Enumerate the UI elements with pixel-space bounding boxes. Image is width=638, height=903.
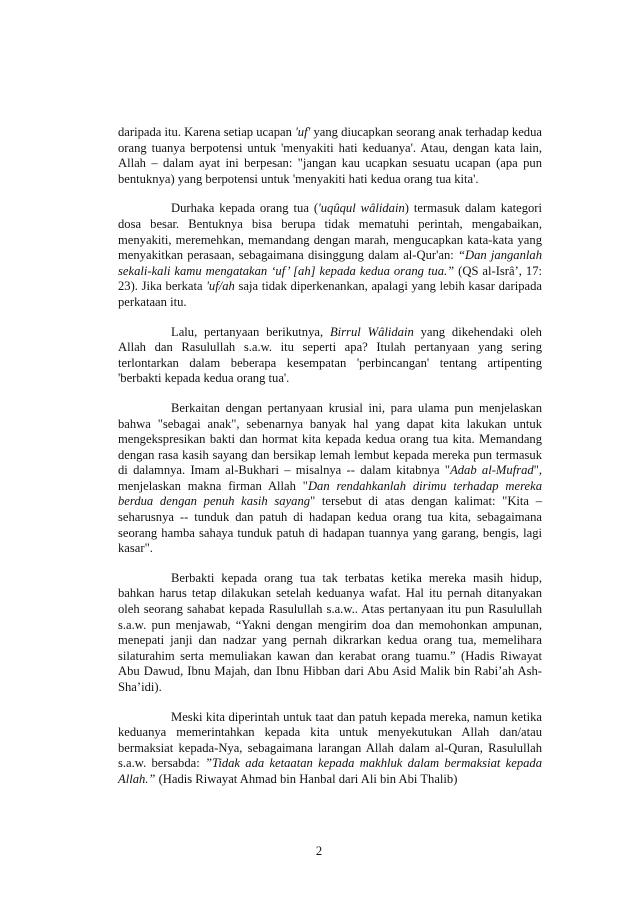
text-run: daripada itu. Karena setiap ucapan (118, 125, 296, 139)
text-run: Berkaitan dengan pertanyaan krusial ini, para ulama pun menjelaskan bahwa "sebagai anak", sebenarnya banyak hal yang dapat kita lakukan untuk mengekspresikan bakti dan hormat kita kepada kedua orang tua kita. Memandang dengan rasa kasih sayang dan bersikap lemah lembut kepada mereka pun termasuk di dalamnya. Imam al-Bukhari – misalnya -- dalam kitabnya " (118, 400, 542, 478)
text-run: ", menjelaskan makna firman Allah " (118, 463, 542, 493)
body-text (118, 125, 542, 802)
italic-text: 'uf' (295, 125, 311, 139)
italic-text: Adab al-Mufrad (450, 463, 534, 478)
text-run: Berbakti kepada orang tua tak terbatas ketika mereka masih hidup, bahkan harus tetap dilakukan setelah keduanya wafat. Hal itu pernah ditanyakan oleh seorang sahabat kepada Rasulullah s.a.w.. Atas pertanyaan itu pun Rasulullah s.a.w. pun menjawab, “Yakni dengan mengirim doa dan memohonkan ampunan, menepati janji dan nadzar yang pernah dikrarkan kedua orang tua, memelihara silaturahim serta memuliakan kawan dan kerabat orang tuamu.” (Hadis Riwayat Abu Dawud, Ibnu Majah, dan Ibnu Hibban dari Abu Asid Malik bin Rabi’ah Ash-Sha’idi). (118, 570, 542, 694)
text-run: " tersebut di atas dengan kalimat: "Kita – seharusnya -- tunduk dan patuh di hadapan kedua orang tua kita, sebagaimana seorang hamba sahaya tunduk patuh di hadapan tuannya yang garang, bengis, lagi kasar". (118, 494, 542, 556)
paragraph (118, 125, 542, 187)
text-run: yang dikehendaki oleh Allah dan Rasulullah s.a.w. itu seperti apa? Itulah pertanyaan yang sering terlontarkan dalam beberapa kesempatan 'perbincangan' tentang artipenting 'berbakti kepada kedua orang tua'. (118, 324, 542, 386)
italic-text: Dan rendahkanlah dirimu terhadap mereka berdua dengan penuh kasih sayang (118, 478, 542, 509)
paragraph (118, 710, 542, 788)
text-run: saja tidak diperkenankan, apalagi yang lebih kasar daripada perkataan itu. (118, 279, 542, 309)
paragraph (118, 201, 542, 310)
text-run: Lalu, pertanyaan berikutnya, (171, 324, 330, 339)
italic-text: ”Tidak ada ketaatan kepada makhluk dalam bermaksiat kepada Allah.” (118, 756, 543, 786)
text-run: Meski kita diperintah untuk taat dan patuh kepada mereka, namun ketika keduanya memerintahkan kepada kita untuk menyekutukan Allah dan/atau bermaksiat kepada-Nya, sebagaimana larangan Allah dalam al-Quran, Rasulullah s.a.w. bersabda: (118, 709, 542, 771)
italic-text: Birrul Wâlidain (329, 324, 414, 339)
italic-text: 'uf/ah (206, 279, 235, 294)
text-run: yang diucapkan seorang anak terhadap kedua orang tuanya berpotensi untuk 'menyakiti hati keduanya'. Atau, dengan kata lain, Allah – dalam ayat ini berpesan: "jangan kau ucapkan sesuatu ucapan (apa pun bentuknya) yang berpotensi untuk 'menyakiti hati kedua orang tua kita'. (118, 125, 542, 186)
text-run: (Hadis Riwayat Ahmad bin Hanbal dari Ali bin Abi Thalib) (155, 771, 458, 786)
text-run: (QS al-Isrâ’, 17: 23). Jika berkata (118, 263, 542, 294)
paragraph (118, 571, 542, 696)
paragraph (118, 401, 542, 557)
text-run: Durhaka kepada orang tua ( (171, 201, 319, 216)
page-number: 2 (315, 844, 323, 858)
italic-text: “Dan janganlah sekali-kali kamu mengatakan ‘uf’ [ah] kepada kedua orang tua.” (118, 248, 542, 278)
text-run: ) termasuk dalam kategori dosa besar. Bentuknya bisa berupa tidak mematuhi perintah, mengabaikan, menyakiti, meremehkan, memandang dengan marah, mengucapkan kata-kata yang menyakitkan perasaan, sebagaimana disinggung dalam al-Qur'an: (118, 201, 542, 263)
italic-text: 'uqûqul wâlidain (318, 201, 405, 216)
paragraph (118, 325, 542, 387)
